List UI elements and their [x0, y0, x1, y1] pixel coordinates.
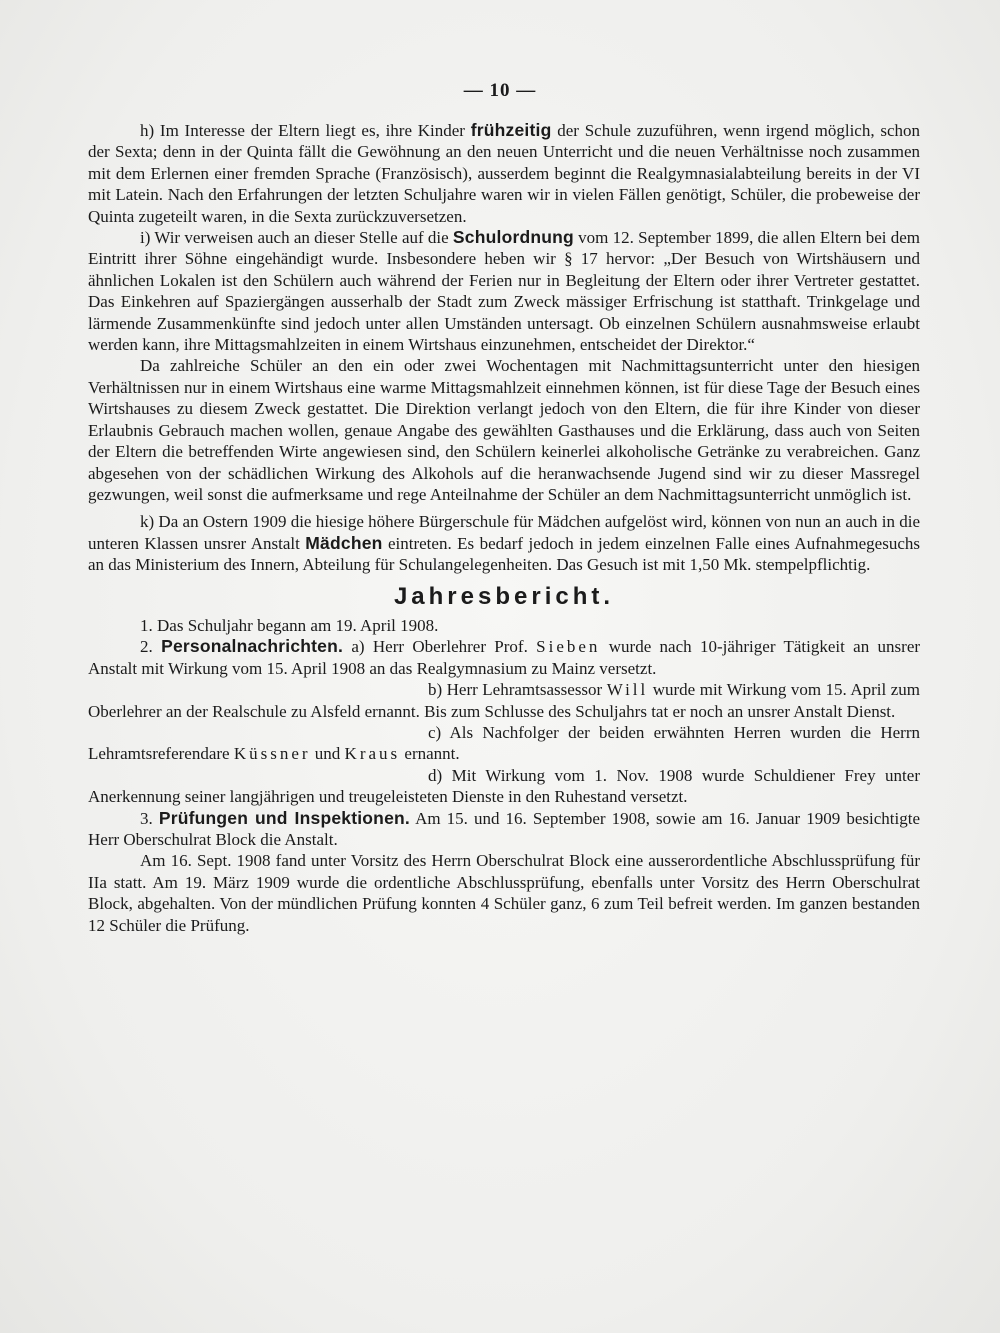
item-1: 1. Das Schuljahr begann am 19. April 1908. [140, 615, 439, 635]
item-2-d-text: d) Mit Wirkung vom 1. Nov. 1908 wurde Schuldiener Frey unter Anerkennung seiner langjährigen und treugeleisteten Dienste in den Ruhestand versetzt. [88, 765, 920, 807]
item-2-number: 2. [140, 637, 162, 657]
emphasis-fruehzeitig: frühzeitig [470, 120, 552, 140]
item-2-d [88, 765, 920, 808]
paragraph-k [88, 511, 920, 575]
name-will: Will [606, 680, 649, 700]
paragraph-i-text-a: i) Wir verweisen auch an dieser Stelle auf die [140, 228, 453, 248]
paragraph-k-text-b: eintreten. Es bedarf jedoch in jedem einzelnen Falle eines Aufnahmegesuchs an das Ministerium des Innern, Abteilung für Schulangelegenheiten. Das Gesuch ist mit 1,50 Mk. stempelpflichtig. [88, 533, 920, 575]
emphasis-maedchen: Mädchen [305, 532, 383, 553]
item-2-b-rest: wurde mit Wirkung vom 15. April zum Oberlehrer an der Realschule zu Alsfeld ernannt. Bis zum Schlusse des Schuljahrs tat er noch an unsrer Anstalt Dienst. [88, 680, 920, 721]
emphasis-personalnachrichten: Personalnachrichten. [161, 636, 344, 657]
page-number: — 10 — [463, 80, 537, 101]
paragraph-h [88, 120, 920, 227]
item-3 [88, 808, 920, 851]
name-sieben: Sieben [536, 637, 601, 657]
paragraph-h-text-b: der Schule zuzuführen, wenn irgend möglich, schon der Sexta; denn in der Quinta fällt die Gewöhnung an den neuen Unterricht und die neuen Verhältnisse noch zusammen mit dem Erlernen einer fremden Sprache (Französisch), ausserdem beginnt die Realgymnasialabteilung bereits in der VI mit Latein. Nach den Erfahrungen der letzten Schuljahre waren wir in vielen Fällen genötigt, Schüler, die probeweise der Quinta zugeteilt waren, in die Sexta zurückzuversetzen. [88, 121, 920, 226]
paragraph-i [88, 227, 920, 355]
emphasis-pruefungen: Prüfungen und Inspektionen. [158, 807, 410, 828]
emphasis-schulordnung: Schulordnung [452, 227, 574, 248]
item-2-a-pre: a) Herr Oberlehrer Prof. [343, 637, 537, 657]
item-3-number: 3. [140, 808, 159, 828]
item-2-c-mid: und [310, 744, 345, 764]
paragraph-i-continued: Da zahlreiche Schüler an den ein oder zwei Wochentagen mit Nachmittagsunterricht unter den hiesigen Verhältnissen nur in einem Wirtshaus eine warme Mittagsmahlzeit einnehmen können, ist für diese Tage der Besuch eines Wirtshauses zu diesem Zweck gestattet. Die Direktion verlangt jedoch von den Eltern, die für ihre Kinder von dieser Erlaubnis Gebrauch machen wollen, genaue Angabe des gewählten Gasthauses und die Erklärung, dass auch von Seiten der Eltern die betreffenden Wirte angewiesen sind, den Schülern keinerlei alkoholische Getränke zu verabreichen. Ganz abgesehen von der schädlichen Wirkung des Alkohols auf die heranwachsende Jugend sind wir zu dieser Massregel gezwungen, weil sonst die aufmerksame und rege Anteilnahme der Schüler an dem Nachmittagsunterricht unmöglich ist. [88, 356, 920, 504]
paragraph-k-text-a: k) Da an Ostern 1909 die hiesige höhere Bürgerschule für Mädchen aufgelöst wird, können von nun an auch in die unteren Klassen unsrer Anstalt [88, 512, 920, 553]
item-2-b-lead: b) Herr Lehramtsassessor [428, 680, 607, 700]
item-3-rest: Am 15. und 16. September 1908, sowie am 16. Januar 1909 besichtigte Herr Oberschulrat Block die Anstalt. [88, 808, 921, 849]
item-2 [88, 636, 920, 679]
page-body [88, 120, 920, 936]
name-kraus: Kraus [344, 744, 401, 764]
item-3-b: Am 16. Sept. 1908 fand unter Vorsitz des Herrn Oberschulrat Block eine ausserordentliche Abschlussprüfung für IIa statt. Am 19. März 1909 wurde die ordentliche Abschlussprüfung, ebenfalls unter Vorsitz des Herrn Oberschulrat Block, abgehalten. Von der mündlichen Prüfung konnten 4 Schüler ganz, 6 zum Teil befreit werden. Im ganzen bestanden 12 Schüler die Prüfung. [88, 851, 920, 935]
item-2-b [88, 679, 920, 722]
item-2-c-lead: c) Als Nachfolger der beiden erwähnten Herren wurden die Herrn Lehramtsreferendare [88, 722, 920, 764]
paragraph-i-text-b: vom 12. September 1899, die allen Eltern bei dem Eintritt ihrer Söhne eingehändigt wurde. Insbesondere heben wir § 17 hervor: „Der Besuch von Wirtshäusern und ähnlichen Lokalen ist den Schülern auch während der Ferien nur in Begleitung der Eltern oder ihrer Vertreter gestattet. Das Einkehren auf Spaziergängen ausserhalb der Stadt zum Zweck mässiger Erfrischung ist statthaft. Trinkgelage und lärmende Zusammenkünfte sind jedoch unter allen Umständen untersagt. Ob einzelnen Schülern ausnahmsweise erlaubt werden kann, ihre Mittagsmahlzeiten in einem Wirtshaus einzunehmen, entscheidet der Direktor.“ [88, 228, 920, 355]
item-2-c [88, 722, 920, 765]
item-2-c-rest: ernannt. [400, 744, 460, 764]
name-kuessner: Küssner [233, 744, 311, 764]
item-2-a-post: wurde nach 10-jähriger Tätigkeit an unsrer Anstalt mit Wirkung vom 15. April 1908 an das Realgymnasium zu Mainz versetzt. [88, 637, 921, 678]
paragraph-h-text-a: h) Im Interesse der Eltern liegt es, ihre Kinder [140, 121, 471, 140]
section-title: Jahresbericht. [393, 582, 615, 610]
